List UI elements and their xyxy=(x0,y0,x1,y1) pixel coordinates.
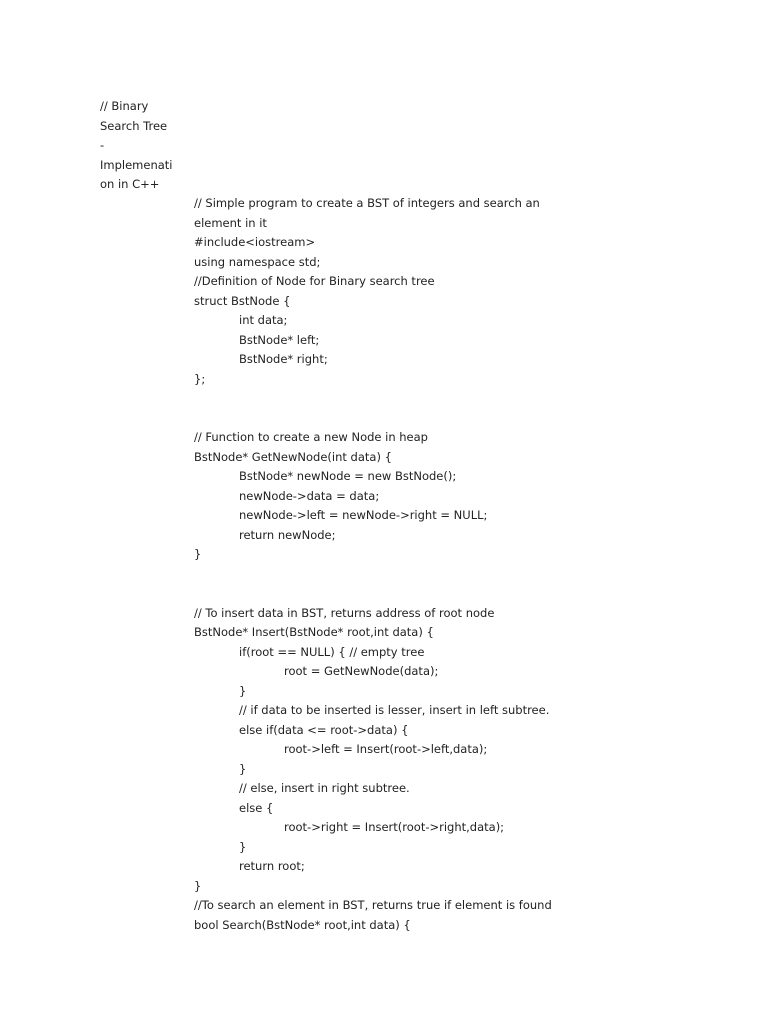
code-line: using namespace std; xyxy=(194,254,321,269)
code-line: BstNode* newNode = new BstNode(); xyxy=(239,469,457,483)
code-line: bool Search(BstNode* root,int data) { xyxy=(194,917,411,932)
code-line: root->left = Insert(root->left,data); xyxy=(284,742,488,756)
code-line: //To search an element in BST, returns true if element is found xyxy=(194,898,552,912)
code-line: #include<iostream> xyxy=(194,235,316,249)
code-line: // else, insert in right subtree. xyxy=(239,781,410,795)
code-line: } xyxy=(194,547,202,561)
code-line: root = GetNewNode(data); xyxy=(284,664,439,678)
code-line: } xyxy=(239,839,247,854)
code-line: return newNode; xyxy=(239,527,336,542)
title-line: Search Tree xyxy=(100,118,168,133)
code-line: newNode->left = newNode->right = NULL; xyxy=(239,508,488,522)
code-line: else if(data <= root->data) { xyxy=(239,722,409,737)
title-line: - xyxy=(100,138,105,152)
code-line: if(root == NULL) { // empty tree xyxy=(239,644,425,659)
code-line: } xyxy=(194,878,202,893)
title-line: on in C++ xyxy=(100,177,160,191)
code-line: BstNode* GetNewNode(int data) { xyxy=(194,449,392,464)
code-line: // if data to be inserted is lesser, insert in left subtree. xyxy=(239,703,550,717)
code-line: root->right = Insert(root->right,data); xyxy=(284,820,505,834)
code-line: newNode->data = data; xyxy=(239,488,380,503)
title-line: Implemenati xyxy=(100,157,173,172)
code-line: BstNode* right; xyxy=(239,352,328,366)
code-line xyxy=(194,565,764,585)
code-line: }; xyxy=(194,371,206,386)
code-line: } xyxy=(239,683,247,698)
code-line: //Definition of Node for Binary search tree xyxy=(194,274,435,288)
code-line: else { xyxy=(239,800,274,815)
code-line xyxy=(194,409,764,429)
code-line: element in it xyxy=(194,215,267,230)
code-line: } xyxy=(239,761,247,776)
code-line: // Simple program to create a BST of integers and search an xyxy=(194,196,540,210)
code-line: int data; xyxy=(239,313,288,327)
code-line: BstNode* left; xyxy=(239,332,320,347)
title-line: // Binary xyxy=(100,99,149,113)
code-block xyxy=(194,194,764,935)
code-line xyxy=(194,389,764,409)
code-line: struct BstNode { xyxy=(194,293,291,308)
code-line xyxy=(194,584,764,604)
code-line: BstNode* Insert(BstNode* root,int data) { xyxy=(194,625,434,639)
code-line: // To insert data in BST, returns address of root node xyxy=(194,605,495,620)
code-line: return root; xyxy=(239,859,305,873)
code-line: // Function to create a new Node in heap xyxy=(194,430,428,444)
document-title xyxy=(100,97,180,195)
